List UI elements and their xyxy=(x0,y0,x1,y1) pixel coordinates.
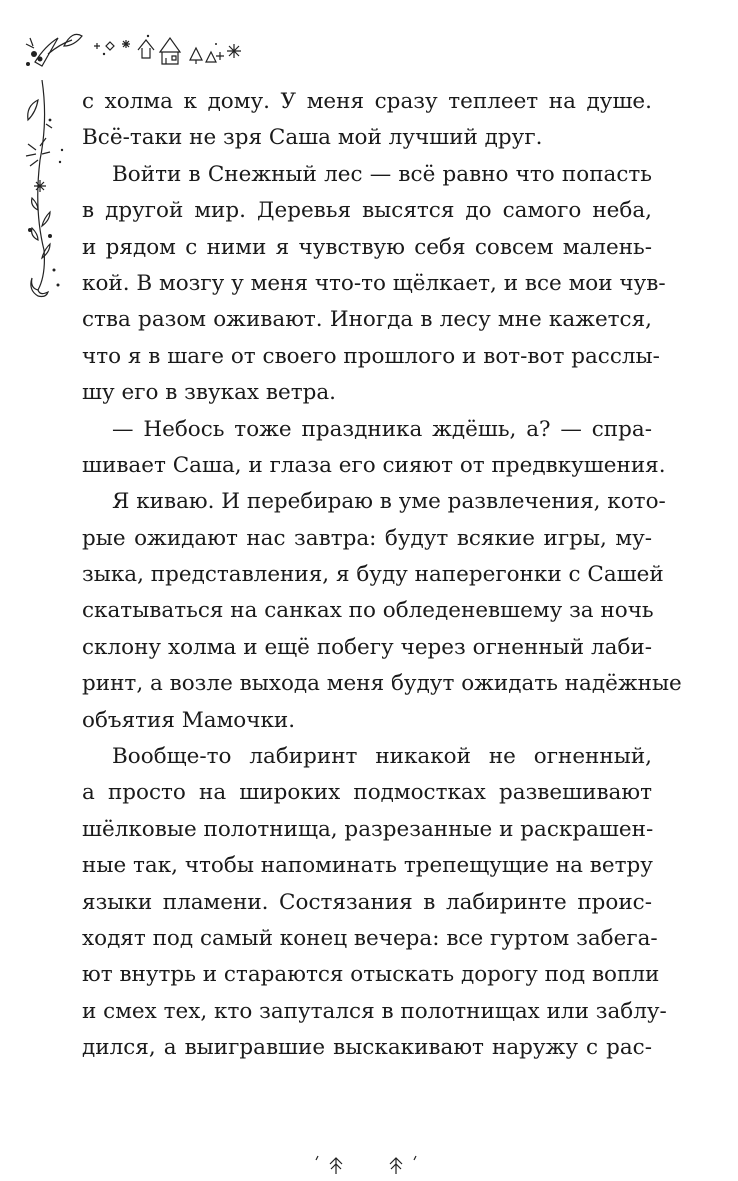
text-line: языки пламени. Состязания в лабиринте проис- xyxy=(82,889,652,915)
text-line: — Небось тоже праздника ждёшь, а? — спра- xyxy=(112,416,652,442)
text-line: в другой мир. Деревья высятся до самого неба, xyxy=(82,198,652,224)
text-line: дился, а выигравшие выскакивают наружу с рас- xyxy=(82,1035,652,1061)
text-line: шу его в звуках ветра. xyxy=(82,380,337,406)
text-line: кой. В мозгу у меня что-то щёлкает, и все мои чув- xyxy=(82,270,666,296)
text-line: ют внутрь и стараются отыскать дорогу под вопли xyxy=(82,962,660,988)
text-line: склону холма и ещё побегу через огненный лаби- xyxy=(82,634,652,660)
text-line: Я киваю. И перебираю в уме развлечения, кото- xyxy=(112,489,666,515)
top-ornament-icon xyxy=(20,24,250,84)
text-line: и рядом с ними я чувствую себя совсем малень- xyxy=(82,234,652,260)
text-line: с холма к дому. У меня сразу теплеет на душе. xyxy=(82,89,652,114)
side-ornament-icon xyxy=(20,80,80,310)
footer-trees-icon xyxy=(300,1152,440,1178)
text-line: Всё-таки не зря Саша мой лучший друг. xyxy=(82,125,543,151)
text-line: Войти в Снежный лес — всё равно что попасть xyxy=(112,161,652,187)
text-line: ные так, чтобы напоминать трепещущие на ветру xyxy=(82,853,653,879)
text-line: зыка, представления, я буду наперегонки с Сашей xyxy=(82,562,664,588)
text-line: объятия Мамочки. xyxy=(82,707,296,733)
text-line: а просто на широких подмостках развешивают xyxy=(82,780,652,806)
text-line: шивает Саша, и глаза его сияют от предвкушения. xyxy=(82,452,666,478)
text-line: что я в шаге от своего прошлого и вот-вот расслы- xyxy=(82,343,660,369)
body-text xyxy=(82,84,682,1067)
text-line: ринт, а возле выхода меня будут ожидать надёжные xyxy=(82,671,682,697)
text-line: шёлковые полотнища, разрезанные и раскрашен- xyxy=(82,816,654,842)
text-line: рые ожидают нас завтра: будут всякие игры, му- xyxy=(82,525,652,551)
text-line: ходят под самый конец вечера: все гуртом забега- xyxy=(82,925,658,951)
text-line: Вообще-то лабиринт никакой не огненный, xyxy=(112,744,652,770)
text-line: и смех тех, кто запутался в полотнищах или заблу- xyxy=(82,998,667,1024)
text-line: скатываться на санках по обледеневшему за ночь xyxy=(82,598,654,624)
text-line: ства разом оживают. Иногда в лесу мне кажется, xyxy=(82,307,652,333)
